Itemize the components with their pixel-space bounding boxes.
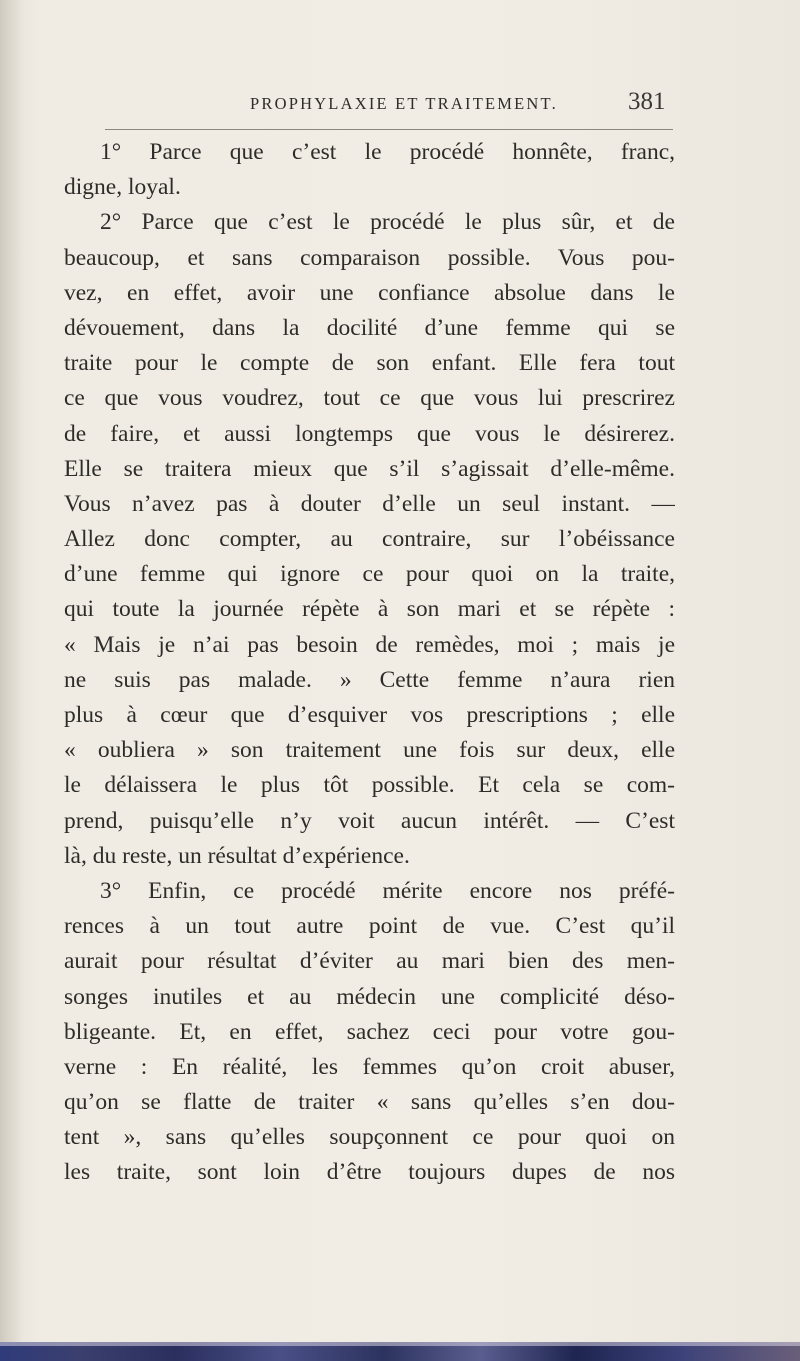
text-line: traite pour le compte de son enfant. Elle fera tout [64, 350, 675, 377]
text-line: qui toute la journée répète à son mari et se répète : [64, 596, 675, 623]
text-line: Vous n’avez pas à douter d’elle un seul instant. — [64, 490, 675, 517]
text-line: rences à un tout autre point de vue. C’est qu’il [64, 913, 675, 940]
text-line: d’une femme qui ignore ce pour quoi on la traite, [64, 561, 675, 588]
text-line: là, du reste, un résultat d’expérience. [64, 842, 410, 869]
text-line: beaucoup, et sans comparaison possible. Vous pou- [64, 244, 675, 271]
running-head [0, 88, 800, 118]
text-line: Elle se traitera mieux que s’il s’agissait d’elle-même. [64, 455, 675, 482]
text-line: le délaissera le plus tôt possible. Et cela se com- [64, 772, 675, 799]
text-line: « oubliera » son traitement une fois sur deux, elle [64, 737, 675, 764]
page-gutter-shadow [0, 0, 22, 1361]
running-title: PROPHYLAXIE ET TRAITEMENT. [250, 94, 558, 113]
text-line: les traite, sont loin d’être toujours dupes de nos [64, 1159, 675, 1186]
text-line: 3° Enfin, ce procédé mérite encore nos préfé- [100, 877, 675, 904]
text-line: digne, loyal. [64, 174, 181, 201]
page-number: 381 [628, 88, 666, 115]
text-line: ne suis pas malade. » Cette femme n’aura rien [64, 666, 675, 693]
text-line: ce que vous voudrez, tout ce que vous lui prescrirez [64, 385, 675, 412]
text-line: prend, puisqu’elle n’y voit aucun intérêt. — C’est [64, 807, 675, 834]
text-line: plus à cœur que d’esquiver vos prescriptions ; elle [64, 702, 675, 728]
text-line: bligeante. Et, en effet, sachez ceci pour votre gou- [64, 1018, 675, 1045]
text-line: vez, en effet, avoir une confiance absolue dans le [64, 279, 675, 306]
text-line: Allez donc compter, au contraire, sur l’obéissance [64, 526, 675, 553]
text-line: de faire, et aussi longtemps que vous le désirerez. [64, 420, 675, 447]
text-line: verne : En réalité, les femmes qu’on croit abuser, [64, 1053, 675, 1080]
text-line: tent », sans qu’elles soupçonnent ce pour quoi on [64, 1124, 675, 1151]
text-line: songes inutiles et au médecin une complicité déso- [64, 983, 675, 1010]
text-line: aurait pour résultat d’éviter au mari bien des men- [64, 948, 675, 975]
text-line: dévouement, dans la docilité d’une femme qui se [64, 314, 675, 341]
text-line: qu’on se flatte de traiter « sans qu’elles s’en dou- [64, 1089, 675, 1116]
text-line: 2° Parce que c’est le procédé le plus sûr, et de [100, 209, 675, 236]
text-line: « Mais je n’ai pas besoin de remèdes, moi ; mais je [64, 631, 675, 658]
bottom-edge-band [0, 1342, 800, 1361]
header-rule [105, 129, 673, 130]
body-text [64, 135, 675, 1191]
text-line: 1° Parce que c’est le procédé honnête, franc, [100, 139, 675, 165]
